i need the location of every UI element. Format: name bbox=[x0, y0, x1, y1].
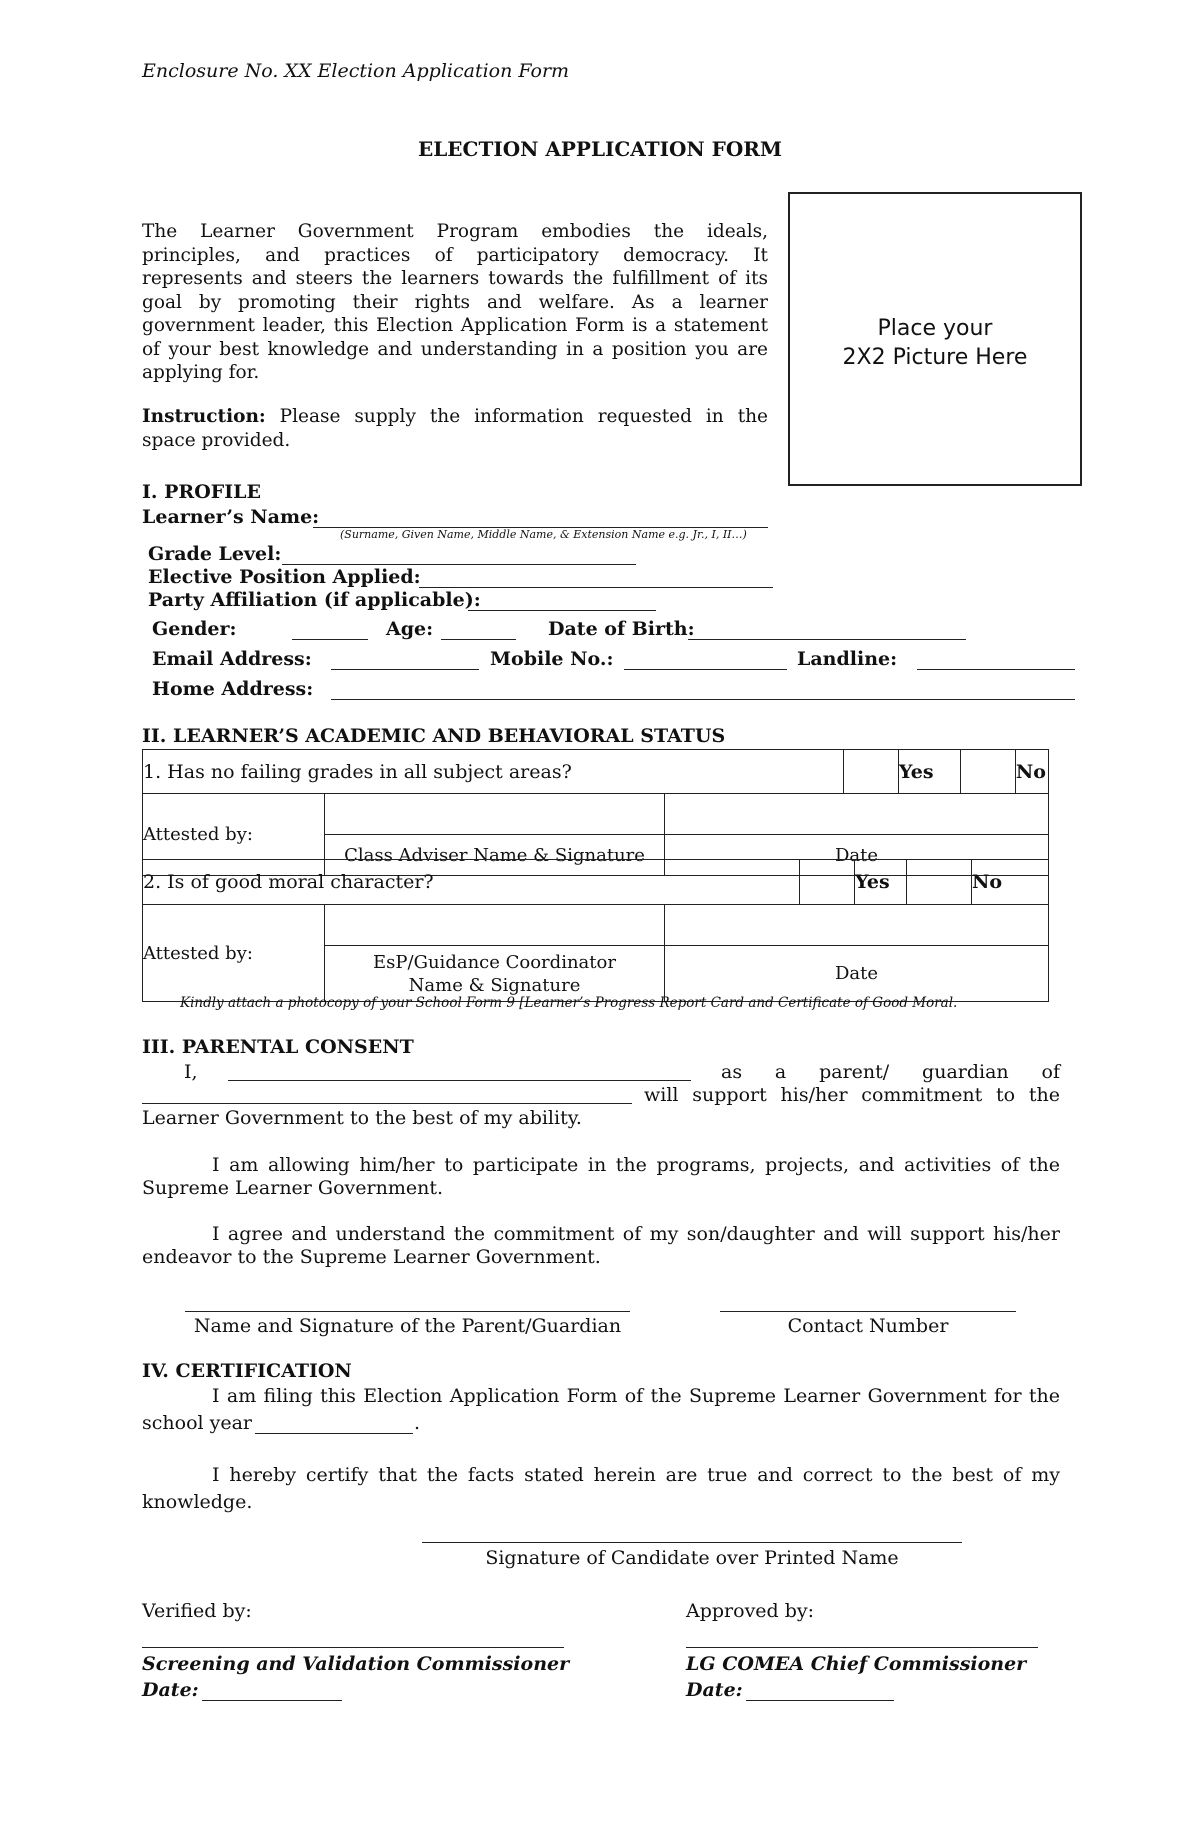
intro-line: principles, and practices of participatory democracy. It bbox=[142, 244, 768, 266]
status-table-2 bbox=[142, 859, 1049, 905]
intro-line: The Learner Government Program embodies the ideals, bbox=[142, 221, 768, 242]
verified-date-field[interactable] bbox=[202, 1700, 342, 1701]
esp-date-field[interactable] bbox=[665, 905, 1049, 946]
consent-lg-best: Learner Government to the best of my ability. bbox=[142, 1107, 582, 1129]
q2-no-box[interactable] bbox=[907, 860, 972, 905]
email-field[interactable] bbox=[331, 669, 479, 670]
q1-text: 1. Has no failing grades in all subject areas? bbox=[143, 750, 844, 794]
enclosure-label: Enclosure No. XX Election Application Form bbox=[142, 60, 570, 82]
email-label: Email Address: bbox=[152, 648, 312, 670]
attested-by-label: Attested by: bbox=[143, 794, 325, 876]
q2-yes-label: Yes bbox=[855, 860, 907, 905]
instruction-label: Instruction: bbox=[142, 406, 266, 427]
party-affiliation-field[interactable] bbox=[468, 610, 656, 611]
attest-table-2 bbox=[142, 904, 1049, 1002]
attachment-note: Kindly attach a photocopy of your School Form 9 [Learner’s Progress Report Card and Certificate of Good Moral. bbox=[180, 995, 958, 1011]
landline-label: Landline: bbox=[797, 648, 898, 670]
parent-signature-field[interactable] bbox=[185, 1311, 630, 1312]
consent-p3-line2: endeavor to the Supreme Learner Government. bbox=[142, 1246, 601, 1268]
dob-label: Date of Birth: bbox=[548, 618, 695, 640]
q1-no-box[interactable] bbox=[960, 750, 1015, 794]
age-field[interactable] bbox=[441, 639, 516, 640]
consent-i: I, bbox=[184, 1061, 198, 1083]
age-label: Age: bbox=[386, 618, 434, 640]
q1-yes-box[interactable] bbox=[843, 750, 898, 794]
learner-name-consent-field[interactable] bbox=[142, 1103, 632, 1104]
contact-number-field[interactable] bbox=[720, 1311, 1016, 1312]
q2-text: 2. Is of good moral character? bbox=[143, 860, 800, 905]
parent-signature-caption: Name and Signature of the Parent/Guardian bbox=[193, 1315, 622, 1337]
cert-p2-line1: I hereby certify that the facts stated herein are true and correct to the best of my bbox=[212, 1464, 1060, 1486]
attested-by-label: Attested by: bbox=[143, 905, 325, 1002]
gender-field[interactable] bbox=[292, 639, 368, 640]
verified-signature-field[interactable] bbox=[142, 1647, 564, 1648]
q2-no-label: No bbox=[972, 860, 1049, 905]
home-address-field[interactable] bbox=[331, 699, 1075, 700]
date-caption: Date bbox=[665, 946, 1049, 1002]
picture-box-label: Place your bbox=[877, 316, 993, 341]
gender-label: Gender: bbox=[152, 618, 237, 640]
grade-level-label: Grade Level: bbox=[148, 543, 282, 565]
instruction bbox=[142, 405, 768, 452]
intro-line: government leader, this Election Application Form is a statement bbox=[142, 315, 768, 336]
verified-date-label: Date: bbox=[142, 1679, 199, 1701]
certification-heading: IV. CERTIFICATION bbox=[142, 1360, 352, 1382]
consent-heading: III. PARENTAL CONSENT bbox=[142, 1036, 414, 1058]
parent-name-field[interactable] bbox=[228, 1080, 691, 1081]
party-affiliation-label: Party Affiliation (if applicable): bbox=[148, 589, 481, 611]
mobile-label: Mobile No.: bbox=[490, 648, 614, 670]
page-title: ELECTION APPLICATION FORM bbox=[417, 137, 782, 161]
candidate-signature-caption: Signature of Candidate over Printed Name bbox=[485, 1547, 899, 1569]
q1-yes-label: Yes bbox=[898, 750, 960, 794]
status-heading: II. LEARNER’S ACADEMIC AND BEHAVIORAL STATUS bbox=[142, 725, 726, 747]
instruction-text: Please supply the information requested in the bbox=[265, 406, 768, 427]
grade-level-field[interactable] bbox=[282, 564, 636, 565]
cert-period: . bbox=[414, 1412, 421, 1434]
esp-caption-line: EsP/Guidance Coordinator bbox=[373, 951, 616, 973]
instruction-text-2: space provided. bbox=[142, 429, 291, 451]
intro-paragraph bbox=[142, 220, 768, 385]
elective-position-field[interactable] bbox=[419, 587, 773, 588]
date-caption: Date bbox=[665, 835, 1049, 876]
consent-as-parent: as a parent/ guardian of bbox=[721, 1061, 1060, 1083]
cert-p1-line1: I am filing this Election Application Form of the Supreme Learner Government for the bbox=[212, 1385, 1060, 1407]
school-year-field[interactable] bbox=[255, 1433, 413, 1434]
consent-p3-line1: I agree and understand the commitment of my son/daughter and will support his/her bbox=[212, 1223, 1060, 1245]
esp-caption-line: Name & Signature bbox=[408, 974, 581, 996]
cert-school-year-label: school year bbox=[142, 1412, 253, 1434]
intro-line: of your best knowledge and understanding in a position you are bbox=[142, 338, 768, 360]
approved-date-label: Date: bbox=[686, 1679, 743, 1701]
consent-p2-line1: I am allowing him/her to participate in the programs, projects, and activities of the bbox=[212, 1154, 1060, 1176]
intro-line: goal by promoting their rights and welfare. As a learner bbox=[142, 291, 768, 313]
esp-caption bbox=[325, 946, 665, 1002]
consent-p2-line2: Supreme Learner Government. bbox=[142, 1177, 444, 1199]
q1-no-label: No bbox=[1015, 750, 1048, 794]
intro-line: represents and steers the learners towards the fulfillment of its bbox=[142, 268, 768, 289]
profile-heading: I. PROFILE bbox=[142, 481, 261, 503]
verified-by-label: Verified by: bbox=[142, 1600, 252, 1622]
picture-box[interactable] bbox=[788, 192, 1082, 486]
learner-name-label: Learner’s Name: bbox=[142, 506, 320, 528]
q2-yes-box[interactable] bbox=[800, 860, 855, 905]
elective-position-label: Elective Position Applied: bbox=[148, 566, 421, 588]
comea-commissioner: LG COMEA Chief Commissioner bbox=[686, 1653, 1027, 1675]
screening-commissioner: Screening and Validation Commissioner bbox=[142, 1653, 570, 1675]
approved-signature-field[interactable] bbox=[686, 1647, 1038, 1648]
esp-signature-field[interactable] bbox=[325, 905, 665, 946]
contact-number-caption: Contact Number bbox=[787, 1315, 949, 1337]
candidate-signature-field[interactable] bbox=[422, 1542, 962, 1543]
landline-field[interactable] bbox=[917, 669, 1075, 670]
class-adviser-date-field[interactable] bbox=[665, 794, 1049, 835]
intro-line: applying for. bbox=[142, 362, 260, 383]
cert-p2-line2: knowledge. bbox=[142, 1491, 253, 1513]
consent-will-support: will support his/her commitment to the bbox=[644, 1084, 1060, 1106]
mobile-field[interactable] bbox=[624, 669, 787, 670]
approved-by-label: Approved by: bbox=[686, 1600, 815, 1622]
picture-box-label: 2X2 Picture Here bbox=[842, 345, 1028, 370]
dob-field[interactable] bbox=[688, 639, 966, 640]
name-hint: (Surname, Given Name, Middle Name, & Extension Name e.g. Jr., I, II…) bbox=[340, 528, 747, 541]
approved-date-field[interactable] bbox=[746, 1700, 894, 1701]
class-adviser-caption: Class Adviser Name & Signature bbox=[325, 835, 665, 876]
home-address-label: Home Address: bbox=[152, 678, 314, 700]
class-adviser-signature-field[interactable] bbox=[325, 794, 665, 835]
status-table-1 bbox=[142, 749, 1049, 794]
